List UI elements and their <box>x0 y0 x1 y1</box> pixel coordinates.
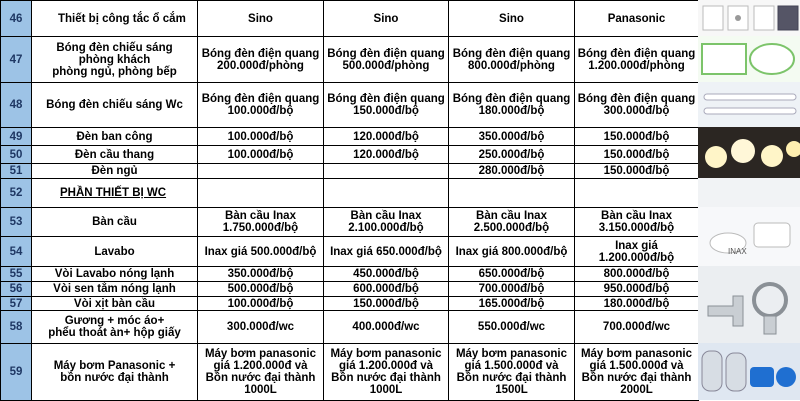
price-tier-1 <box>198 164 324 179</box>
price-tier-3: 250.000đ/bộ <box>449 146 575 164</box>
price-tier-1: 100.000đ/bộ <box>198 146 324 164</box>
item-name: Thiết bị công tắc ổ cắm <box>32 1 198 37</box>
price-tier-2: Bóng đèn điện quang 500.000đ/phòng <box>324 37 449 83</box>
price-tier-2: Inax giá 650.000đ/bộ <box>324 237 449 267</box>
price-tier-1: Bàn cầu Inax 1.750.000đ/bộ <box>198 208 324 237</box>
tube-light-photo <box>698 82 800 127</box>
price-tier-1 <box>198 179 324 208</box>
price-tier-1: 500.000đ/bộ <box>198 282 324 297</box>
switch-socket-photo <box>698 0 800 36</box>
item-name: Vòi Lavabo nóng lạnh <box>32 267 198 282</box>
price-tier-2: 450.000đ/bộ <box>324 267 449 282</box>
table-row <box>1 128 699 146</box>
price-tier-4: 700.000đ/wc <box>575 311 699 344</box>
row-number: 50 <box>1 146 32 164</box>
table-row <box>1 267 699 282</box>
table-row <box>1 208 699 237</box>
price-tier-2: 120.000đ/bộ <box>324 146 449 164</box>
price-tier-1: 100.000đ/bộ <box>198 128 324 146</box>
table-row <box>1 1 699 37</box>
price-tier-2: Sino <box>324 1 449 37</box>
toilet-lavabo-photo <box>698 207 800 266</box>
price-tier-3: Máy bơm panasonic giá 1.500.000đ và Bồn nước đại thành 1500L <box>449 344 575 401</box>
item-name: Đèn cầu thang <box>32 146 198 164</box>
price-tier-2 <box>324 179 449 208</box>
table-row <box>1 83 699 128</box>
price-tier-3: Bóng đèn điện quang 180.000đ/bộ <box>449 83 575 128</box>
table-row <box>1 237 699 267</box>
price-tier-4: 150.000đ/bộ <box>575 128 699 146</box>
price-tier-2 <box>324 164 449 179</box>
item-name: Vòi xịt bàn cầu <box>32 297 198 311</box>
item-name: Đèn ban công <box>32 128 198 146</box>
price-tier-1: Máy bơm panasonic giá 1.200.000đ và Bồn nước đại thành 1000L <box>198 344 324 401</box>
downlight-photo <box>698 127 800 178</box>
row-number: 54 <box>1 237 32 267</box>
price-tier-1: 300.000đ/wc <box>198 311 324 344</box>
price-tier-3: 350.000đ/bộ <box>449 128 575 146</box>
item-name: Lavabo <box>32 237 198 267</box>
price-tier-4: 150.000đ/bộ <box>575 146 699 164</box>
price-tier-1: 100.000đ/bộ <box>198 297 324 311</box>
price-tier-4: Bàn cầu Inax 3.150.000đ/bộ <box>575 208 699 237</box>
price-tier-1: Bóng đèn điện quang 100.000đ/bộ <box>198 83 324 128</box>
price-tier-4: 180.000đ/bộ <box>575 297 699 311</box>
price-tier-4: Panasonic <box>575 1 699 37</box>
item-name: Đèn ngủ <box>32 164 198 179</box>
table-row <box>1 311 699 344</box>
row-number: 57 <box>1 297 32 311</box>
price-tier-2: Bóng đèn điện quang 150.000đ/bộ <box>324 83 449 128</box>
product-photo-strip <box>698 0 800 400</box>
item-name: Vòi sen tắm nóng lạnh <box>32 282 198 297</box>
panel-light-photo <box>698 36 800 82</box>
price-tier-4: Máy bơm panasonic giá 1.500.000đ và Bồn nước đại thành 2000L <box>575 344 699 401</box>
price-tier-2: Máy bơm panasonic giá 1.200.000đ và Bồn nước đại thành 1000L <box>324 344 449 401</box>
item-name: Bóng đèn chiếu sáng Wc <box>32 83 198 128</box>
item-name: Bóng đèn chiếu sáng phòng khách phòng ngủ, phòng bếp <box>32 37 198 83</box>
price-tier-2: 120.000đ/bộ <box>324 128 449 146</box>
price-tier-4 <box>575 179 699 208</box>
price-tier-2: 150.000đ/bộ <box>324 297 449 311</box>
item-name: Gương + móc áo+ phểu thoát àn+ hộp giấy <box>32 311 198 344</box>
price-tier-4: 800.000đ/bộ <box>575 267 699 282</box>
price-tier-4: Bóng đèn điện quang 1.200.000đ/phòng <box>575 37 699 83</box>
price-tier-2: 600.000đ/bộ <box>324 282 449 297</box>
price-tier-3: 650.000đ/bộ <box>449 267 575 282</box>
row-number: 48 <box>1 83 32 128</box>
row-number: 46 <box>1 1 32 37</box>
row-number: 47 <box>1 37 32 83</box>
row-number: 55 <box>1 267 32 282</box>
item-name: Máy bơm Panasonic + bồn nước đại thành <box>32 344 198 401</box>
faucet-photo <box>698 266 800 343</box>
price-tier-1: 350.000đ/bộ <box>198 267 324 282</box>
price-tier-2: Bàn cầu Inax 2.100.000đ/bộ <box>324 208 449 237</box>
price-tier-4: Inax giá 1.200.000đ/bộ <box>575 237 699 267</box>
row-number: 53 <box>1 208 32 237</box>
price-tier-4: 150.000đ/bộ <box>575 164 699 179</box>
table-row <box>1 297 699 311</box>
price-tier-3: 550.000đ/wc <box>449 311 575 344</box>
price-tier-3: Inax giá 800.000đ/bộ <box>449 237 575 267</box>
row-number: 51 <box>1 164 32 179</box>
section-heading: PHẦN THIẾT BỊ WC <box>32 179 198 208</box>
price-tier-3: Sino <box>449 1 575 37</box>
row-number: 56 <box>1 282 32 297</box>
price-tier-3: 280.000đ/bộ <box>449 164 575 179</box>
row-number: 52 <box>1 179 32 208</box>
pump-tank-photo <box>698 343 800 400</box>
table-row <box>1 37 699 83</box>
item-name: Bàn cầu <box>32 208 198 237</box>
table-row <box>1 282 699 297</box>
row-number: 58 <box>1 311 32 344</box>
row-number: 59 <box>1 344 32 401</box>
price-tier-3: Bàn cầu Inax 2.500.000đ/bộ <box>449 208 575 237</box>
table-row <box>1 146 699 164</box>
row-number: 49 <box>1 128 32 146</box>
price-tier-3: 165.000đ/bộ <box>449 297 575 311</box>
price-tier-3: 700.000đ/bộ <box>449 282 575 297</box>
blank-photo <box>698 178 800 207</box>
price-tier-1: Sino <box>198 1 324 37</box>
price-tier-1: Inax giá 500.000đ/bộ <box>198 237 324 267</box>
table-row <box>1 344 699 401</box>
price-tier-3 <box>449 179 575 208</box>
price-tier-2: 400.000đ/wc <box>324 311 449 344</box>
price-tier-4: 950.000đ/bộ <box>575 282 699 297</box>
price-tier-4: Bóng đèn điện quang 300.000đ/bộ <box>575 83 699 128</box>
table-row <box>1 164 699 179</box>
price-tier-3: Bóng đèn điện quang 800.000đ/phòng <box>449 37 575 83</box>
table-row <box>1 179 699 208</box>
price-tier-1: Bóng đèn điện quang 200.000đ/phòng <box>198 37 324 83</box>
inax-logo-text: INAX <box>728 247 747 256</box>
